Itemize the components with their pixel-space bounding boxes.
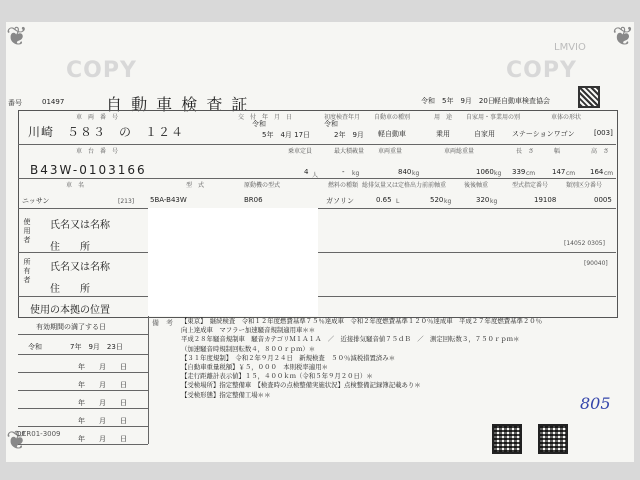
remark-line: 【３１年度規制】 令和２年９月２４日 新規検査 ５０％減税措置済み＊ <box>181 353 396 362</box>
height-unit: cm <box>604 170 614 177</box>
blank-expiry-row: 年 月 日 <box>78 435 127 443</box>
label-name: 車 名 <box>66 182 85 189</box>
base-location-label: 使用の本拠の位置 <box>30 305 110 316</box>
capacity-value: 4 <box>304 168 309 176</box>
owner-code: [90040] <box>584 260 608 267</box>
gross-weight-unit: kg <box>494 170 502 177</box>
label-rear-axle: 後後軸重 <box>464 182 489 189</box>
row-divider <box>18 354 148 355</box>
type-approval-number: 19108 <box>534 196 557 204</box>
label-first-reg: 初度検査年月 <box>324 114 361 121</box>
label-category-no: 類別区分番号 <box>566 182 603 189</box>
front-axle-unit: kg <box>444 198 452 205</box>
label-height: 高 さ <box>591 148 610 155</box>
width-unit: cm <box>566 170 576 177</box>
blank-expiry-row: 年 月 日 <box>78 399 127 407</box>
blank-expiry-row: 年 月 日 <box>78 363 127 371</box>
first-reg-era: 令和 <box>324 120 338 128</box>
gross-weight-value: 1060 <box>476 168 494 176</box>
vehicle-weight-unit: kg <box>412 170 420 177</box>
label-length: 長 さ <box>516 148 535 155</box>
main-grid <box>18 110 618 318</box>
width-value: 147 <box>552 168 566 176</box>
body-shape-code: [003] <box>594 129 613 137</box>
remarks-label: 備 考 <box>152 319 173 327</box>
copy-watermark-right: COPY <box>506 58 577 83</box>
label-vehicle-weight: 車両重量 <box>378 148 403 155</box>
label-max-load: 最大積載量 <box>334 148 365 155</box>
label-chassis-no: 車 台 番 号 <box>76 148 119 155</box>
ornament-top-right-icon: ❦ <box>612 22 634 52</box>
number-label: 番号 <box>8 99 22 107</box>
row-divider <box>18 390 148 391</box>
delivery-date: 5年 4月 17日 <box>262 131 311 139</box>
label-engine: 原動機の型式 <box>244 182 281 189</box>
remark-line: 【受検場所】指定整備車 【検査時の点検整備実施状況】点検整備記録簿記載あり＊ <box>181 381 421 390</box>
ornament-top-left-icon: ❦ <box>6 22 28 52</box>
expiry-era: 令和 <box>28 343 42 351</box>
remark-line: 向上達成車 マフラー加速騒音規制適用車＊＊ <box>181 326 316 335</box>
owner-name-label: 氏名又は名称 <box>50 262 110 273</box>
ocr-code: OCR01-3009 <box>16 430 61 438</box>
user-code: [14052 0305] <box>564 240 605 247</box>
user-label: 使用者 <box>23 218 31 245</box>
displacement: 0.65 <box>376 196 392 204</box>
row-divider <box>18 444 148 445</box>
remark-line: 平成２８年騒音規制車 騒音カテゴリＭ１Ａ１Ａ ／ 近接排気騒音値７５ｄＢ ／ 測定回転数３，７５０ｒｐｍ＊ <box>181 335 520 344</box>
qr-code-icon <box>538 424 568 454</box>
car-name-code: [213] <box>118 198 135 205</box>
chassis-number: B43W-0103166 <box>30 163 147 177</box>
rear-axle-weight: 320 <box>476 196 490 204</box>
issue-date: 令和 5年 9月 20日 <box>421 97 495 105</box>
remark-line: （加速騒音時規制回転数４，８００ｒｐｍ）＊ <box>181 344 316 353</box>
first-reg-date: 2年 9月 <box>334 131 364 139</box>
vehicle-weight-value: 840 <box>398 168 412 176</box>
vehicle-usage: 乗用 <box>436 130 450 138</box>
private-business: 自家用 <box>474 130 495 138</box>
copy-watermark-left: COPY <box>66 58 137 83</box>
capacity-unit: 人 <box>312 172 319 179</box>
label-vehicle-type: 自動車の種別 <box>374 114 411 121</box>
remark-line: 【東京】 継続検査 令和１２年度燃費基準７５％達成車 令和２年度燃費基準１２０％達成車 平成２７年度燃費基準２０％ <box>181 317 543 325</box>
label-model: 型 式 <box>186 182 205 189</box>
column-divider <box>148 316 149 444</box>
category-number: 0005 <box>594 196 612 204</box>
user-address-label: 住 所 <box>50 242 90 253</box>
issuer: 軽自動車検査協会 <box>494 97 550 105</box>
owner-address-label: 住 所 <box>50 284 90 295</box>
remark-line: 【受検形態】指定整備工場＊＊ <box>181 390 271 399</box>
registration-number: 川崎 ５８３ の １２４ <box>28 125 185 139</box>
fuel-type: ガソリン <box>326 197 354 205</box>
redaction-block <box>148 208 318 316</box>
ornament-bottom-left-icon: ❦ <box>6 426 28 456</box>
label-body-shape: 車体の形状 <box>551 114 582 121</box>
expiry-date: 7年 9月 23日 <box>70 343 123 351</box>
blank-expiry-row: 年 月 日 <box>78 381 127 389</box>
label-width: 幅 <box>554 148 561 155</box>
vehicle-inspection-certificate <box>6 22 634 462</box>
max-load-value: - <box>342 168 345 176</box>
vehicle-type: 軽自動車 <box>378 130 406 138</box>
certificate-number: 01497 <box>42 98 65 106</box>
remark-line: 【走行距離計表示値】１５，４００ｋｍ（令和５年９月２０日）＊ <box>181 372 373 381</box>
issuer-stamp-icon <box>578 86 600 108</box>
user-name-label: 氏名又は名称 <box>50 220 110 231</box>
body-shape: ステーションワゴン <box>512 130 575 138</box>
length-unit: cm <box>526 170 536 177</box>
row-divider <box>18 426 148 427</box>
label-displacement: 総排気量又は定格出力 <box>362 182 423 189</box>
label-private-business: 自家用・事業用の別 <box>466 114 521 121</box>
displacement-unit: L <box>396 198 400 205</box>
label-vehicle-no: 車 両 番 号 <box>76 114 119 121</box>
rear-axle-unit: kg <box>490 198 498 205</box>
delivery-era: 令和 <box>252 120 266 128</box>
document-title: 自 動 車 検 査 証 <box>106 95 250 114</box>
engine-model: BR06 <box>244 196 263 204</box>
model: 5BA-B43W <box>150 196 187 204</box>
max-load-unit: kg <box>352 170 360 177</box>
label-front-axle: 前前軸重 <box>422 182 447 189</box>
row-divider <box>18 178 616 179</box>
blank-expiry-row: 年 月 日 <box>78 417 127 425</box>
label-capacity: 乗車定員 <box>288 148 313 155</box>
handwritten-number: 805 <box>580 394 611 413</box>
corner-mark: LMVIO <box>554 42 586 53</box>
remark-line: 【自動車重量税額】￥５，０００ 本則税率適用＊ <box>181 363 328 372</box>
row-divider <box>18 334 148 335</box>
owner-label: 所有者 <box>23 258 31 285</box>
front-axle-weight: 520 <box>430 196 444 204</box>
label-usage: 用 途 <box>434 114 453 121</box>
label-gross-weight: 車両総重量 <box>444 148 475 155</box>
row-divider <box>18 408 148 409</box>
row-divider <box>18 144 616 145</box>
qr-code-icon <box>492 424 522 454</box>
length-value: 339 <box>512 168 526 176</box>
height-value: 164 <box>590 168 604 176</box>
label-fuel: 燃料の種類 <box>328 182 359 189</box>
car-name: ニッサン <box>22 197 50 205</box>
expiry-label: 有効期間の満了する日 <box>36 323 106 331</box>
remarks-block <box>181 317 542 400</box>
row-divider <box>18 372 148 373</box>
label-delivery-date: 交 付 年 月 日 <box>238 114 293 121</box>
label-type-approval: 型式指定番号 <box>512 182 549 189</box>
